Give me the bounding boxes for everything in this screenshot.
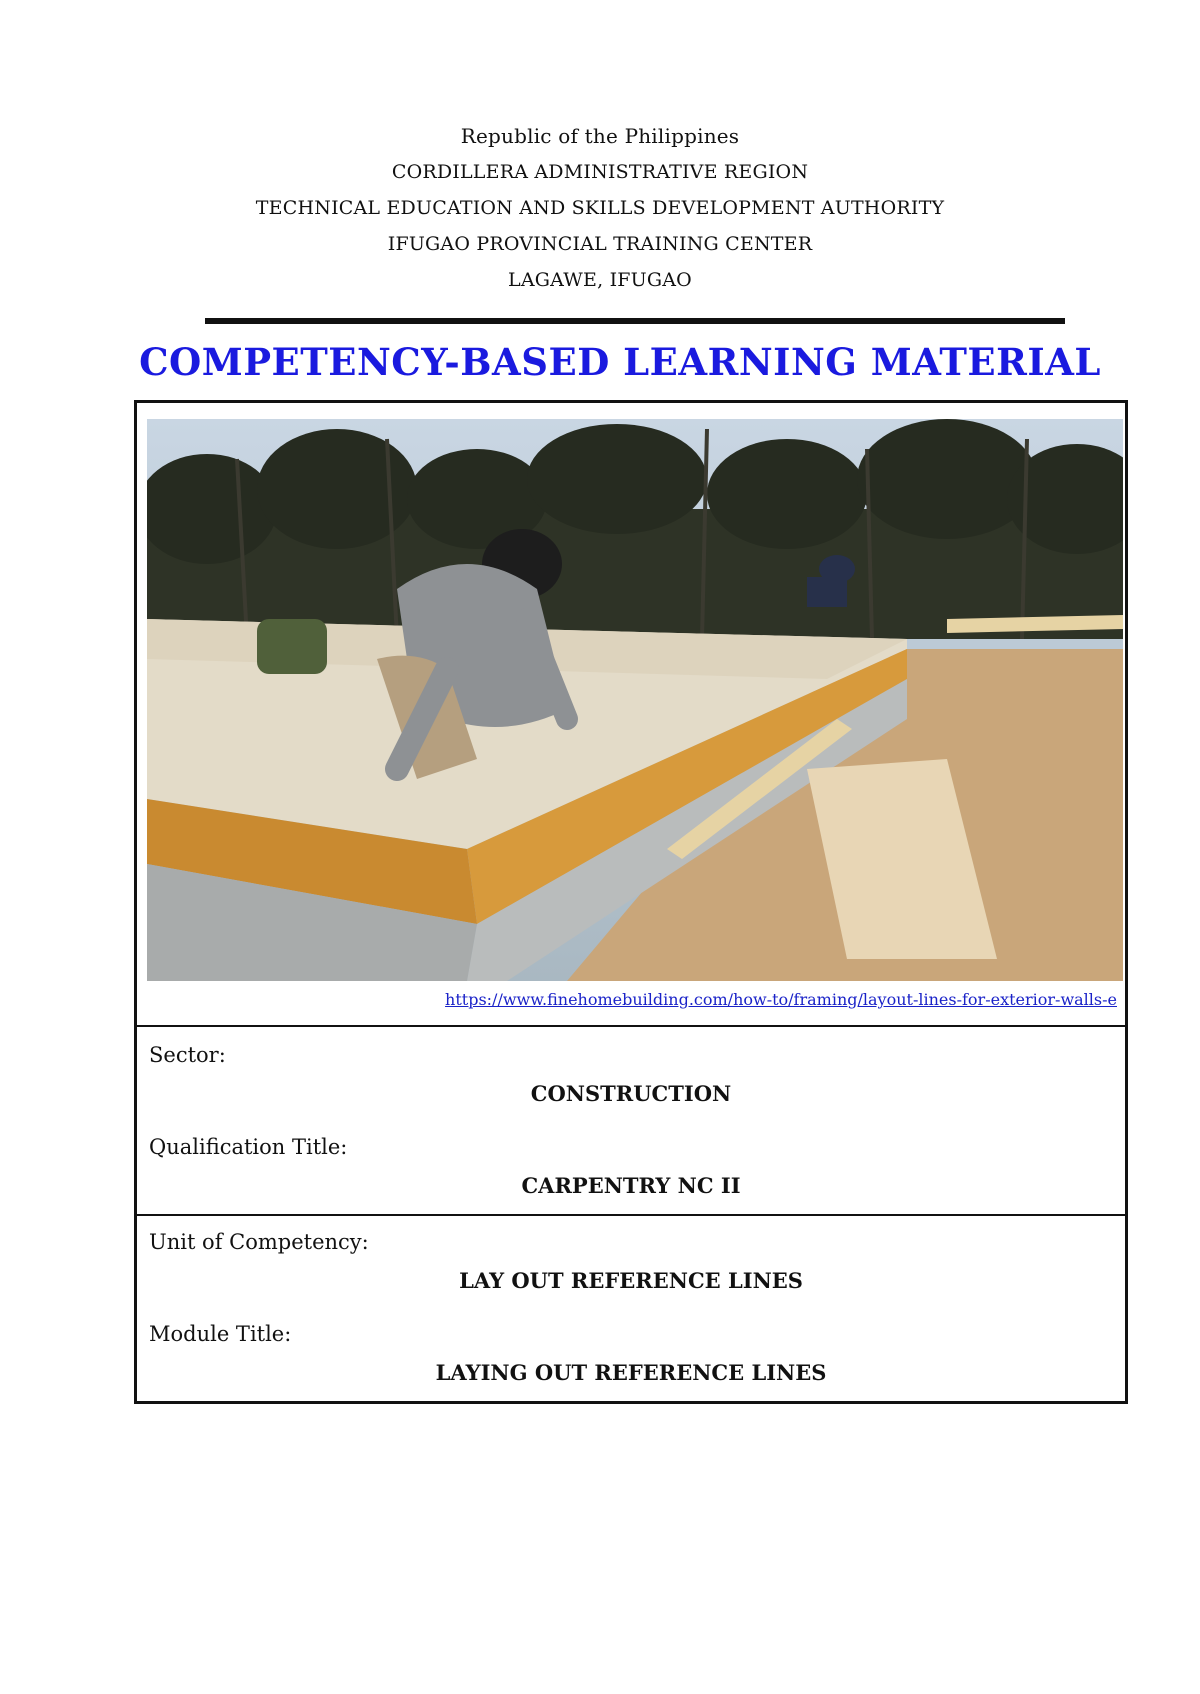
header-line-country: Republic of the Philippines — [460, 124, 740, 148]
qualification-value: CARPENTRY NC II — [521, 1173, 741, 1198]
photo-source-link[interactable]: https://www.finehomebuilding.com/how-to/framing/layout-lines-for-exterior-walls-e — [445, 990, 1117, 1009]
sector-value: CONSTRUCTION — [530, 1081, 732, 1106]
unit-label: Unit of Competency: — [149, 1230, 369, 1254]
header-divider — [205, 318, 1065, 324]
document-title: COMPETENCY-BASED LEARNING MATERIAL — [139, 340, 1101, 384]
module-value: LAYING OUT REFERENCE LINES — [435, 1360, 827, 1385]
header-line-region: CORDILLERA ADMINISTRATIVE REGION — [391, 161, 809, 183]
header-line-agency: TECHNICAL EDUCATION AND SKILLS DEVELOPMENT AUTHORITY — [255, 197, 945, 219]
module-label: Module Title: — [149, 1322, 292, 1346]
unit-module-block — [137, 1216, 1125, 1401]
header-line-center: IFUGAO PROVINCIAL TRAINING CENTER — [387, 233, 813, 255]
photo-cell — [137, 403, 1125, 1027]
sector-label: Sector: — [149, 1043, 226, 1067]
cover-photo — [147, 419, 1123, 981]
header-line-location: LAGAWE, IFUGAO — [508, 269, 692, 291]
qualification-label: Qualification Title: — [149, 1135, 348, 1159]
sector-qualification-block — [137, 1025, 1125, 1216]
unit-value: LAY OUT REFERENCE LINES — [459, 1268, 803, 1293]
document-header — [0, 118, 1200, 298]
cover-table — [134, 400, 1128, 1404]
